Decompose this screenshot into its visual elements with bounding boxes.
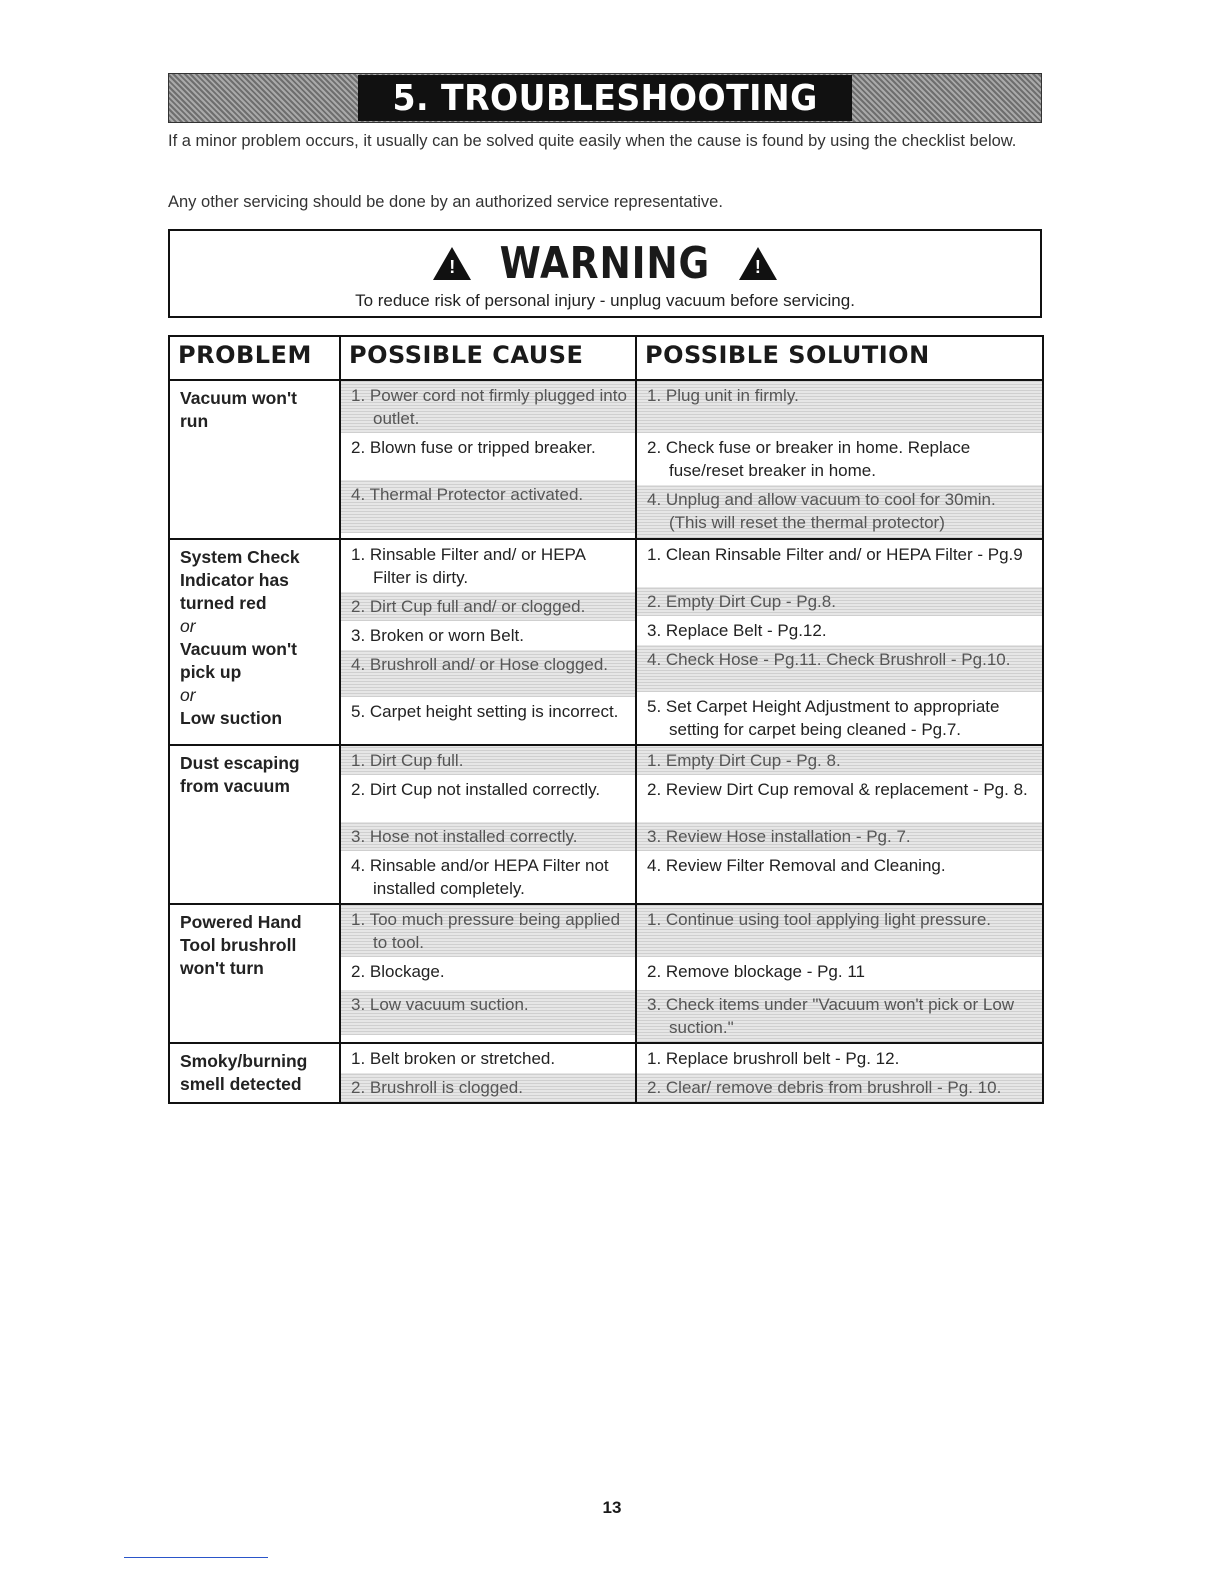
solution-item: 4. Check Hose - Pg.11. Check Brushroll - Pg.10. [637, 645, 1042, 692]
warning-word: WARNING [499, 237, 711, 289]
table-row [169, 745, 1043, 904]
troubleshooting-table [168, 335, 1044, 1104]
warning-heading [170, 235, 1040, 291]
table-body [169, 380, 1043, 1103]
solution-cell [636, 380, 1043, 539]
cause-item: 1. Belt broken or stretched. [351, 1049, 556, 1068]
solution-item: 1. Clean Rinsable Filter and/ or HEPA Filter - Pg.9 [647, 545, 1023, 564]
solution-item: 3. Check items under "Vacuum won't pick or Low suction." [637, 990, 1042, 1042]
problem-cell [169, 539, 340, 745]
solution-item: 1. Empty Dirt Cup - Pg. 8. [637, 746, 1042, 775]
cause-item: 3. Broken or worn Belt. [351, 626, 524, 645]
table-row [169, 380, 1043, 539]
section-title-background [358, 75, 852, 121]
cause-item: 2. Brushroll is clogged. [341, 1073, 635, 1102]
problem-or: or [180, 616, 196, 636]
solution-item: 3. Review Hose installation - Pg. 7. [637, 822, 1042, 851]
cause-item: 2. Blockage. [351, 962, 445, 981]
table-header-row [169, 336, 1043, 380]
solution-item: 3. Replace Belt - Pg.12. [647, 621, 827, 640]
cause-cell [340, 745, 636, 904]
solution-item: 1. Replace brushroll belt - Pg. 12. [647, 1049, 900, 1068]
page-number: 13 [602, 1498, 622, 1517]
cause-item: 5. Carpet height setting is incorrect. [351, 702, 619, 721]
section-title-bar [168, 73, 1042, 123]
cause-item: 1. Too much pressure being applied to tool. [341, 905, 635, 957]
problem-line: Smoky/burning smell detected [180, 1051, 308, 1094]
solution-item: 2. Check fuse or breaker in home. Replace fuse/reset breaker in home. [647, 438, 971, 480]
problem-line: System Check Indicator has turned red [180, 547, 300, 613]
warning-text: To reduce risk of personal injury - unplug vacuum before servicing. [355, 291, 855, 310]
problem-line: Dust escaping from vacuum [180, 753, 300, 796]
cause-item: 2. Blown fuse or tripped breaker. [351, 438, 596, 457]
service-note: Any other servicing should be done by an authorized service representative. [168, 193, 723, 211]
solution-cell [636, 904, 1043, 1043]
problem-text [170, 1044, 339, 1102]
header-possible-solution: POSSIBLE SOLUTION [636, 336, 1043, 380]
problem-cell [169, 904, 340, 1043]
solution-cell [636, 745, 1043, 904]
solution-item: 1. Continue using tool applying light pressure. [637, 905, 1042, 957]
cause-item: 2. Dirt Cup full and/ or clogged. [341, 592, 635, 621]
cause-item: 4. Rinsable and/or HEPA Filter not installed completely. [351, 856, 609, 898]
warning-triangle-icon: ! [433, 247, 471, 280]
problem-text [170, 381, 339, 439]
problem-text [170, 540, 339, 736]
problem-or: or [180, 685, 196, 705]
cause-item: 4. Thermal Protector activated. [341, 480, 635, 533]
solution-item: 2. Review Dirt Cup removal & replacement - Pg. 8. [647, 780, 1028, 799]
cause-cell [340, 380, 636, 539]
solution-item: 1. Plug unit in firmly. [637, 381, 1042, 433]
footer-rule [124, 1557, 268, 1558]
problem-line: Vacuum won't run [180, 388, 297, 431]
cause-item: 1. Dirt Cup full. [341, 746, 635, 775]
problem-cell [169, 380, 340, 539]
cause-cell [340, 539, 636, 745]
solution-item: 2. Empty Dirt Cup - Pg.8. [637, 587, 1042, 616]
problem-line: Low suction [180, 708, 283, 728]
solution-cell [636, 539, 1043, 745]
cause-item: 3. Low vacuum suction. [341, 990, 635, 1035]
table-row [169, 539, 1043, 745]
section-title: 5. TROUBLESHOOTING [392, 77, 818, 119]
table-row [169, 1043, 1043, 1103]
solution-item: 5. Set Carpet Height Adjustment to appropriate setting for carpet being cleaned - Pg.7. [647, 697, 1000, 739]
problem-text [170, 905, 339, 986]
cause-cell [340, 904, 636, 1043]
problem-line: Vacuum won't pick up [180, 639, 297, 682]
cause-item: 1. Power cord not firmly plugged into outlet. [341, 381, 635, 433]
problem-line: Powered Hand Tool brushroll won't turn [180, 912, 302, 978]
header-problem: PROBLEM [169, 336, 340, 380]
cause-item: 2. Dirt Cup not installed correctly. [351, 780, 601, 799]
cause-item: 1. Rinsable Filter and/ or HEPA Filter is dirty. [351, 545, 586, 587]
cause-item: 3. Hose not installed correctly. [341, 822, 635, 851]
table-row [169, 904, 1043, 1043]
header-possible-cause: POSSIBLE CAUSE [340, 336, 636, 380]
solution-item: 4. Review Filter Removal and Cleaning. [647, 856, 946, 875]
problem-cell [169, 1043, 340, 1103]
intro-paragraph: If a minor problem occurs, it usually can be solved quite easily when the cause is found by using the checklist below. [168, 132, 1017, 150]
solution-item: 4. Unplug and allow vacuum to cool for 30min. (This will reset the thermal protector) [637, 485, 1042, 538]
solution-item: 2. Remove blockage - Pg. 11 [647, 962, 865, 981]
solution-cell [636, 1043, 1043, 1103]
warning-box [168, 229, 1042, 318]
solution-item: 2. Clear/ remove debris from brushroll - Pg. 10. [637, 1073, 1042, 1102]
problem-cell [169, 745, 340, 904]
cause-item: 4. Brushroll and/ or Hose clogged. [341, 650, 635, 697]
cause-cell [340, 1043, 636, 1103]
warning-triangle-icon: ! [739, 247, 777, 280]
problem-text [170, 746, 339, 804]
